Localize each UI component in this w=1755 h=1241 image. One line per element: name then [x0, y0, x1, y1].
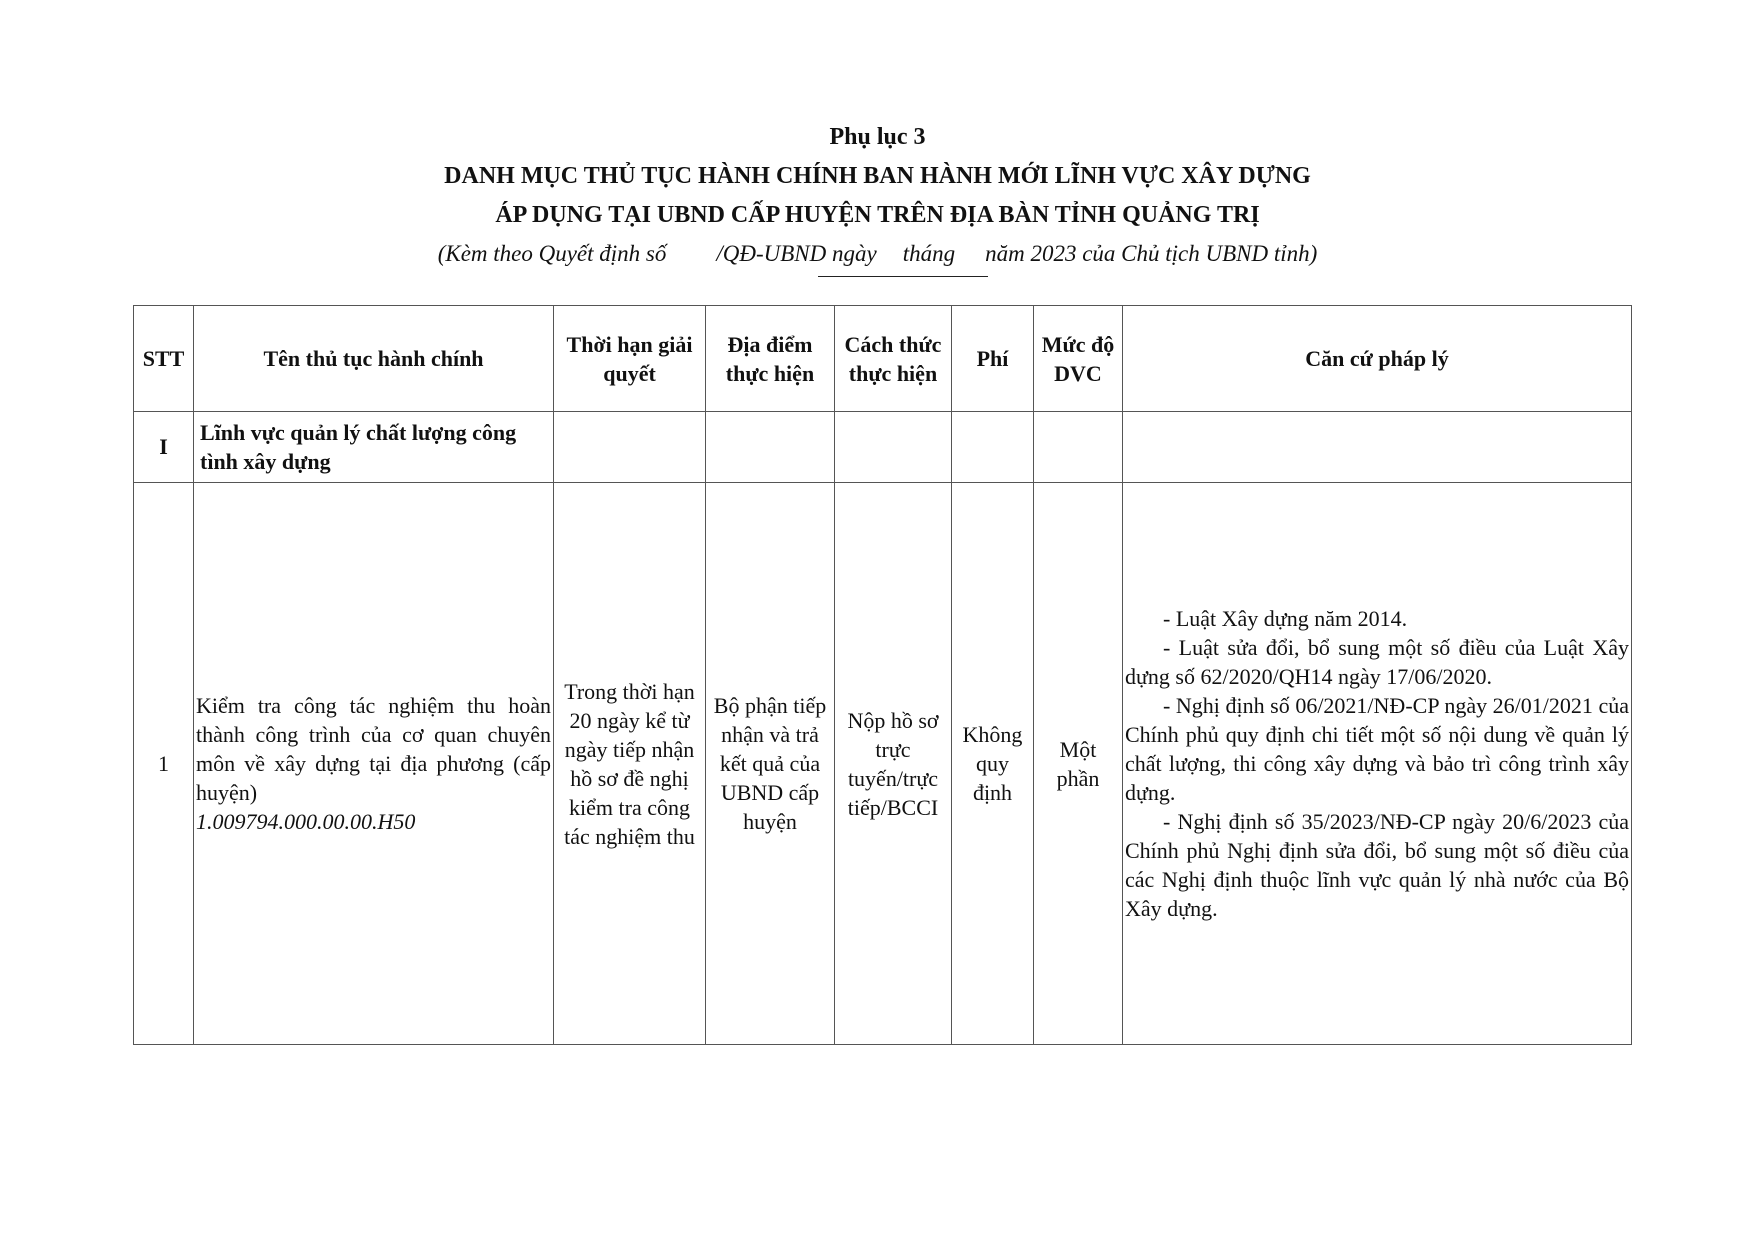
empty-cell: [1034, 412, 1123, 483]
col-header-legal: Căn cứ pháp lý: [1123, 306, 1632, 412]
col-header-level: Mức độ DVC: [1034, 306, 1123, 412]
section-number: I: [134, 412, 194, 483]
row-place: Bộ phận tiếp nhận và trả kết quả của UBND cấp huyện: [706, 483, 835, 1045]
col-header-name: Tên thủ tục hành chính: [194, 306, 554, 412]
legal-item: - Nghị định số 35/2023/NĐ-CP ngày 20/6/2023 của Chính phủ Nghị định sửa đổi, bổ sung một số điều của các Nghị định thuộc lĩnh vực quản lý nhà nước của Bộ Xây dựng.: [1125, 809, 1629, 921]
row-duration: Trong thời hạn 20 ngày kể từ ngày tiếp nhận hồ sơ đề nghị kiểm tra công tác nghiệm thu: [554, 483, 706, 1045]
section-title: Lĩnh vực quản lý chất lượng công tình xây dựng: [194, 412, 554, 483]
document-subtitle: [0, 235, 1755, 273]
document-title-line1: DANH MỤC THỦ TỤC HÀNH CHÍNH BAN HÀNH MỚI LĨNH VỰC XÂY DỰNG: [444, 163, 1311, 189]
col-header-method: Cách thức thực hiện: [835, 306, 952, 412]
row-fee: Không quy định: [952, 483, 1034, 1045]
empty-cell: [952, 412, 1034, 483]
table-row: [134, 483, 1632, 1045]
date-underline: [818, 276, 988, 277]
procedure-code: 1.009794.000.00.00.H50: [196, 809, 416, 834]
empty-cell: [835, 412, 952, 483]
legal-item: - Nghị định số 06/2021/NĐ-CP ngày 26/01/2021 của Chính phủ quy định chi tiết một số nội dung về quản lý chất lượng, thi công xây dựng và bảo trì công trình xây dựng.: [1125, 693, 1629, 805]
col-header-stt: STT: [134, 306, 194, 412]
col-header-place: Địa điểm thực hiện: [706, 306, 835, 412]
empty-cell: [706, 412, 835, 483]
subtitle-part1: (Kèm theo Quyết định số: [437, 241, 667, 266]
section-row: [134, 412, 1632, 483]
col-header-fee: Phí: [952, 306, 1034, 412]
empty-cell: [1123, 412, 1632, 483]
subtitle-part3: tháng: [902, 241, 956, 266]
legal-item: - Luật sửa đổi, bổ sung một số điều của Luật Xây dựng số 62/2020/QH14 ngày 17/06/2020.: [1125, 635, 1629, 689]
table-header-row: [134, 306, 1632, 412]
procedure-table: [133, 305, 1632, 1045]
row-name-cell: [194, 483, 554, 1045]
row-stt: 1: [134, 483, 194, 1045]
procedure-name: Kiểm tra công tác nghiệm thu hoàn thành công trình của cơ quan chuyên môn về xây dựng tại địa phương (cấp huyện): [196, 693, 551, 805]
document-title-line2: ÁP DỤNG TẠI UBND CẤP HUYỆN TRÊN ĐỊA BÀN TỈNH QUẢNG TRỊ: [495, 202, 1260, 228]
document-header: [0, 118, 1755, 273]
row-method: Nộp hồ sơ trực tuyến/trực tiếp/BCCI: [835, 483, 952, 1045]
row-legal-basis: [1123, 483, 1632, 1045]
col-header-duration: Thời hạn giải quyết: [554, 306, 706, 412]
row-level: Một phần: [1034, 483, 1123, 1045]
empty-cell: [554, 412, 706, 483]
appendix-title: Phụ lục 3: [829, 124, 926, 150]
legal-item: - Luật Xây dựng năm 2014.: [1163, 606, 1408, 631]
subtitle-part2: /QĐ-UBND ngày: [716, 241, 877, 266]
subtitle-part4: năm 2023 của Chủ tịch UBND tỉnh): [985, 241, 1318, 266]
